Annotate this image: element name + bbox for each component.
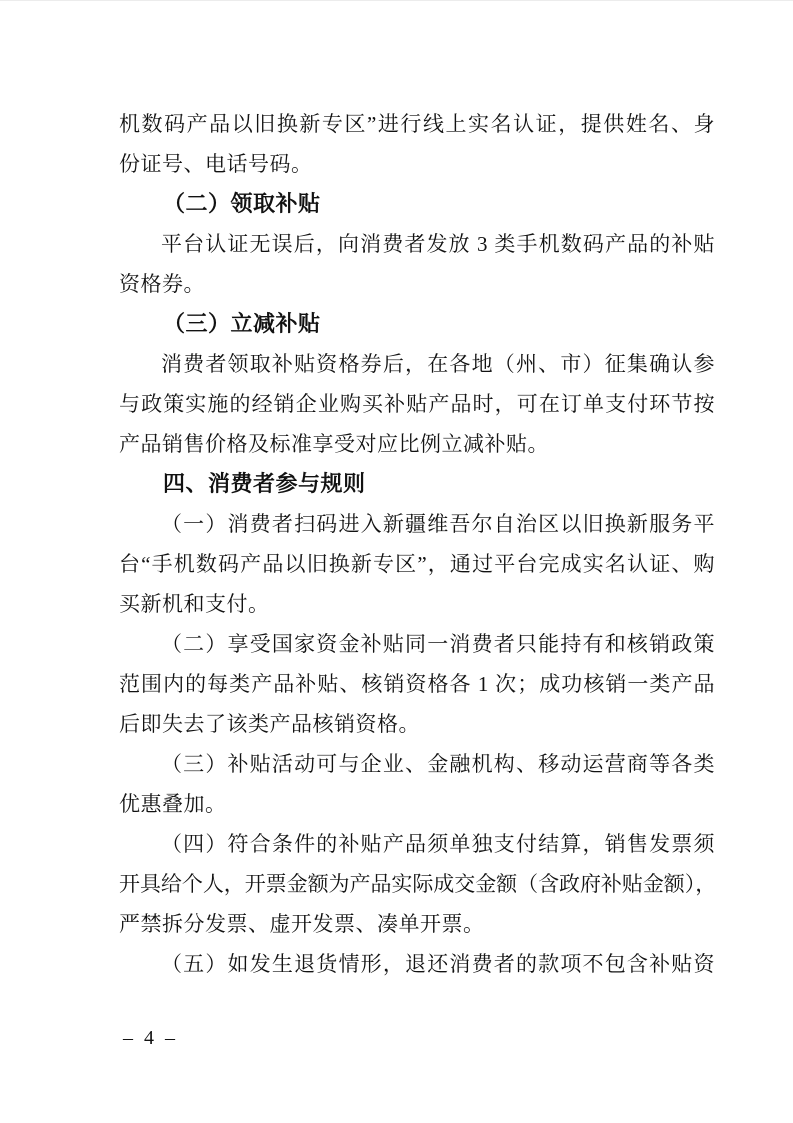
text-line: 买新机和支付。 xyxy=(119,592,270,616)
text-line: 产品销售价格及标准享受对应比例立减补贴。 xyxy=(119,432,549,456)
document-body xyxy=(119,104,715,984)
text-line: 资格券。 xyxy=(119,272,205,296)
text-line: 与政策实施的经销企业购买补贴产品时，可在订单支付环节按 xyxy=(119,392,715,416)
text-line: 四、消费者参与规则 xyxy=(163,471,366,496)
text-line: （二）领取补贴 xyxy=(163,191,321,216)
text-line: （三）补贴活动可与企业、金融机构、移动运营商等各类 xyxy=(161,752,715,776)
text-line: 消费者领取补贴资格券后，在各地（州、市）征集确认参 xyxy=(161,352,715,376)
text-line: （五）如发生退货情形，退还消费者的款项不包含补贴资 xyxy=(161,952,715,976)
text-line: 份证号、电话号码。 xyxy=(119,152,313,176)
text-line: （四）符合条件的补贴产品须单独支付结算，销售发票须 xyxy=(161,832,715,856)
text-line: 台“手机数码产品以旧换新专区”，通过平台完成实名认证、购 xyxy=(119,552,715,576)
text-line: 开具给个人，开票金额为产品实际成交金额（含政府补贴金额）， xyxy=(119,872,715,896)
text-line: 严禁拆分发票、虚开发票、凑单开票。 xyxy=(119,912,485,936)
page-number: – 4 – xyxy=(123,1027,178,1049)
text-line: 平台认证无误后，向消费者发放 3 类手机数码产品的补贴 xyxy=(161,232,715,256)
text-line: 范围内的每类产品补贴、核销资格各 1 次；成功核销一类产品 xyxy=(119,672,715,696)
text-line: （三）立减补贴 xyxy=(163,311,321,336)
text-line: 优惠叠加。 xyxy=(119,792,227,816)
text-line: 机数码产品以旧换新专区”进行线上实名认证，提供姓名、身 xyxy=(119,112,715,136)
text-line: 后即失去了该类产品核销资格。 xyxy=(119,712,420,736)
text-line: （二）享受国家资金补贴同一消费者只能持有和核销政策 xyxy=(161,632,715,656)
text-line: （一）消费者扫码进入新疆维吾尔自治区以旧换新服务平 xyxy=(161,512,715,536)
